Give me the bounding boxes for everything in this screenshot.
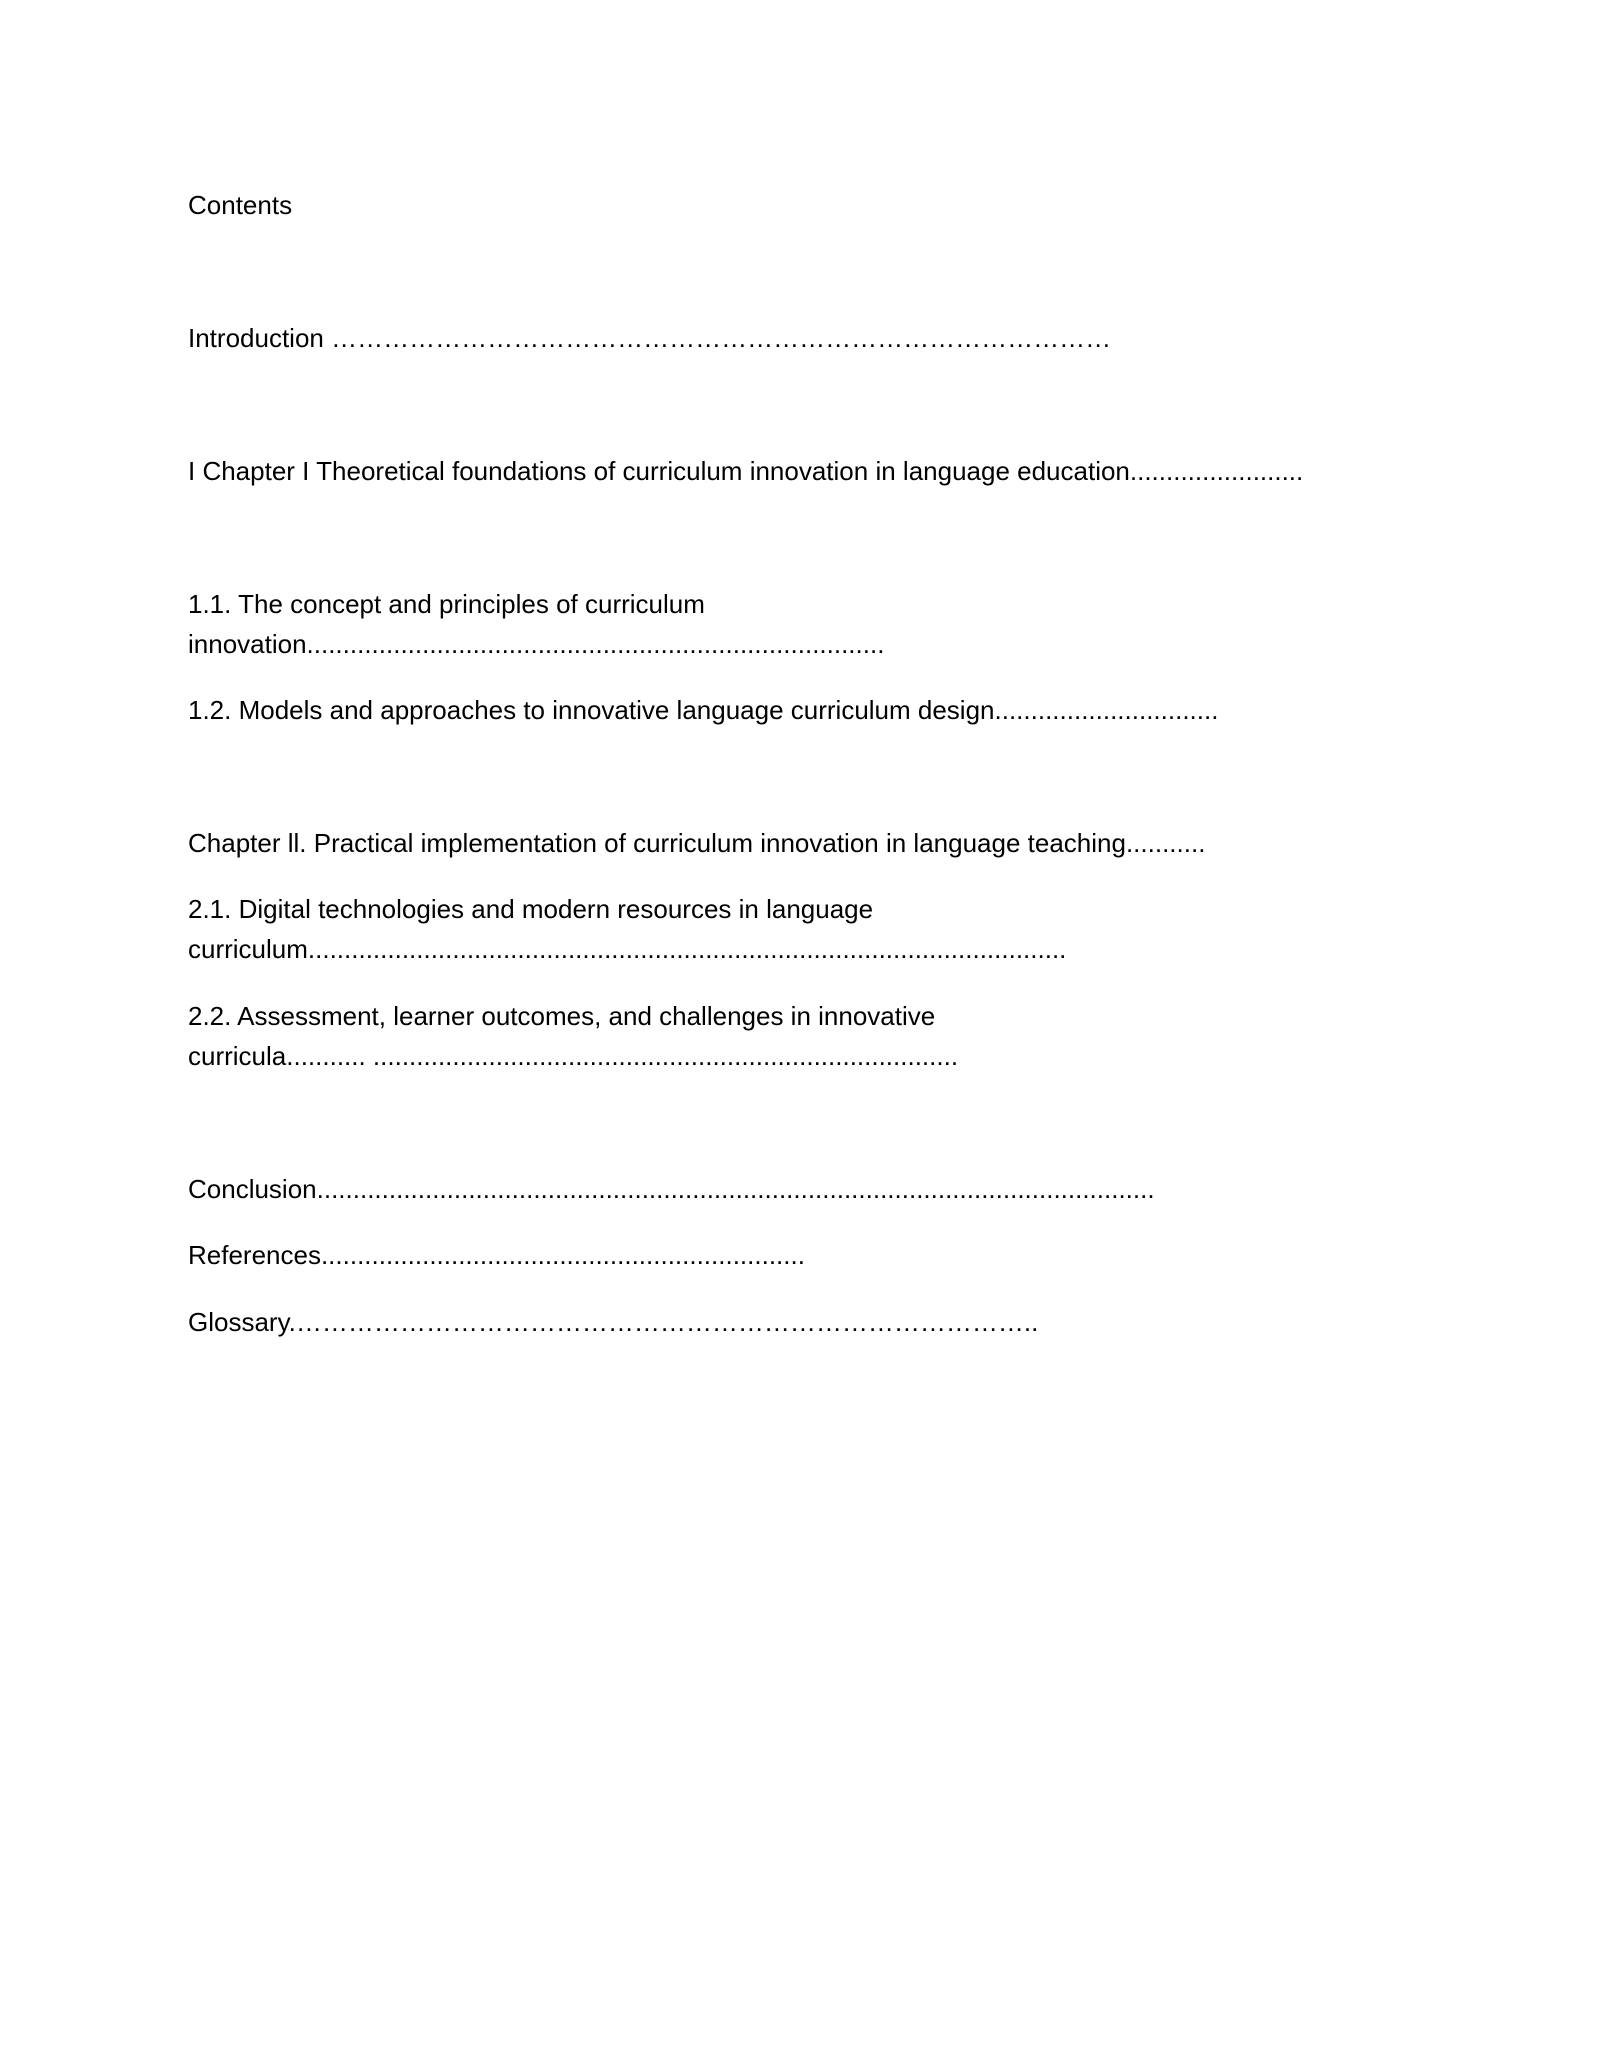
toc-entry-section-2-2-continued: curricula........... ................................................................................. [188,1041,959,1071]
toc-entry-chapter-2: Chapter ll. Practical implementation of curriculum innovation in language teaching........... [188,828,1206,858]
toc-entry-introduction: Introduction ……………………………………………………………………………… [188,323,1112,353]
toc-entry-section-2-1: 2.1. Digital technologies and modern resources in language [188,894,874,924]
toc-entry-references: References................................................................... [188,1240,805,1270]
toc-entry-glossary: Glossary.………………………………………………………………………….. [188,1307,1039,1337]
toc-entry-conclusion: Conclusion.................................................................................................................... [188,1174,1155,1204]
toc-entry-section-1-1: 1.1. The concept and principles of curriculum [188,589,705,619]
toc-entry-chapter-1: I Chapter I Theoretical foundations of curriculum innovation in language education........................ [188,456,1304,486]
page-title: Contents [188,190,293,220]
toc-entry-section-2-2: 2.2. Assessment, learner outcomes, and challenges in innovative [188,1001,936,1031]
toc-entry-section-1-2: 1.2. Models and approaches to innovative language curriculum design............................... [188,695,1219,725]
toc-entry-section-1-1-continued: innovation................................................................................ [188,629,885,659]
toc-entry-section-2-1-continued: curriculum......................................................................................................... [188,934,1067,964]
